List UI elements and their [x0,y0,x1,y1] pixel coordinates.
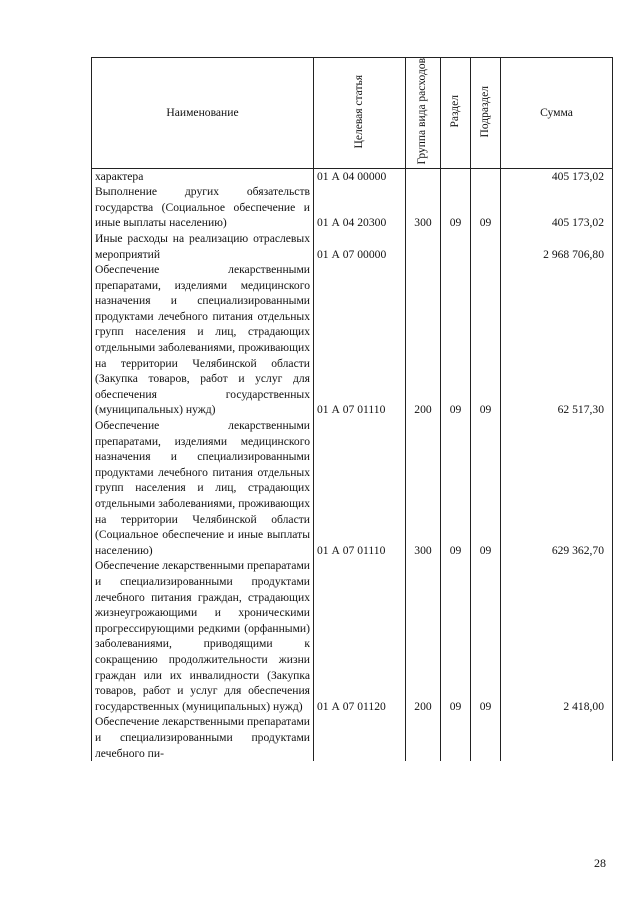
table-row [92,231,613,262]
row-section [441,714,471,761]
row-sum: 62 517,30 [501,262,613,418]
row-expense-group: 300 [406,184,441,231]
row-target-article [314,714,406,761]
row-name: Обеспечение лекарственными препаратами и специализированными продуктами лечебного пи- [92,714,314,761]
row-subsection: 09 [471,418,501,558]
row-name: Иные расходы на реализацию отраслевых мероприятий [92,231,314,262]
row-expense-group [406,168,441,184]
row-name: Выполнение других обязательств государства (Социальное обеспечение и иные выплаты населению) [92,184,314,231]
row-section [441,231,471,262]
row-name: Обеспечение лекарственными препаратами, изделиями медицинского назначения и специализированными продуктами лечебного питания отдельных групп населения и лиц, страдающих отдельными заболеваниями, проживающих на территории Челябинской области (Закупка товаров, работ и услуг для обеспечения государственных (муниципальных) нужд) [92,262,314,418]
row-name: Обеспечение лекарственными препаратами и специализированными продуктами лечебного питания граждан, страдающих жизнеугрожающими и хроническими прогрессирующими редкими (орфанными) заболеваниями, приводящими к сокращению продолжительности жизни граждан или их инвалидности (Закупка товаров, работ и услуг для обеспечения государственных (муниципальных) нужд) [92,558,314,714]
row-target-article: 01 А 07 01110 [314,262,406,418]
row-expense-group: 300 [406,418,441,558]
row-target-article: 01 А 04 20300 [314,184,406,231]
row-section [441,168,471,184]
header-sum: Сумма [501,58,613,169]
row-section: 09 [441,418,471,558]
table-row [92,418,613,558]
table-row [92,168,613,184]
row-sum: 629 362,70 [501,418,613,558]
header-subsection: Подраздел [471,58,501,169]
row-subsection [471,168,501,184]
header-section: Раздел [441,58,471,169]
row-subsection: 09 [471,184,501,231]
row-subsection: 09 [471,558,501,714]
row-name: Обеспечение лекарственными препаратами, изделиями медицинского назначения и специализированными продуктами лечебного питания отдельных групп населения и лиц, страдающих отдельными заболеваниями, проживающих на территории Челябинской области (Социальное обеспечение и иные выплаты населению) [92,418,314,558]
row-subsection: 09 [471,262,501,418]
table-row [92,558,613,714]
row-section: 09 [441,262,471,418]
row-sum [501,714,613,761]
row-sum: 405 173,02 [501,168,613,184]
row-section: 09 [441,184,471,231]
row-target-article: 01 А 07 01120 [314,558,406,714]
row-expense-group: 200 [406,558,441,714]
header-name: Наименование [92,58,314,169]
page-number: 28 [594,856,606,870]
table-row [92,714,613,761]
row-sum: 405 173,02 [501,184,613,231]
row-expense-group [406,714,441,761]
row-expense-group [406,231,441,262]
table-row [92,184,613,231]
row-name: характера [92,168,314,184]
row-expense-group: 200 [406,262,441,418]
table-row [92,262,613,418]
row-target-article: 01 А 07 01110 [314,418,406,558]
row-section: 09 [441,558,471,714]
row-target-article: 01 А 07 00000 [314,231,406,262]
header-expense-group: Группа вида расходов [406,58,441,169]
budget-table [91,57,613,761]
row-subsection [471,231,501,262]
table-header-row [92,58,613,169]
row-sum: 2 418,00 [501,558,613,714]
header-target-article: Целевая статья [314,58,406,169]
row-sum: 2 968 706,80 [501,231,613,262]
row-target-article: 01 А 04 00000 [314,168,406,184]
row-subsection [471,714,501,761]
